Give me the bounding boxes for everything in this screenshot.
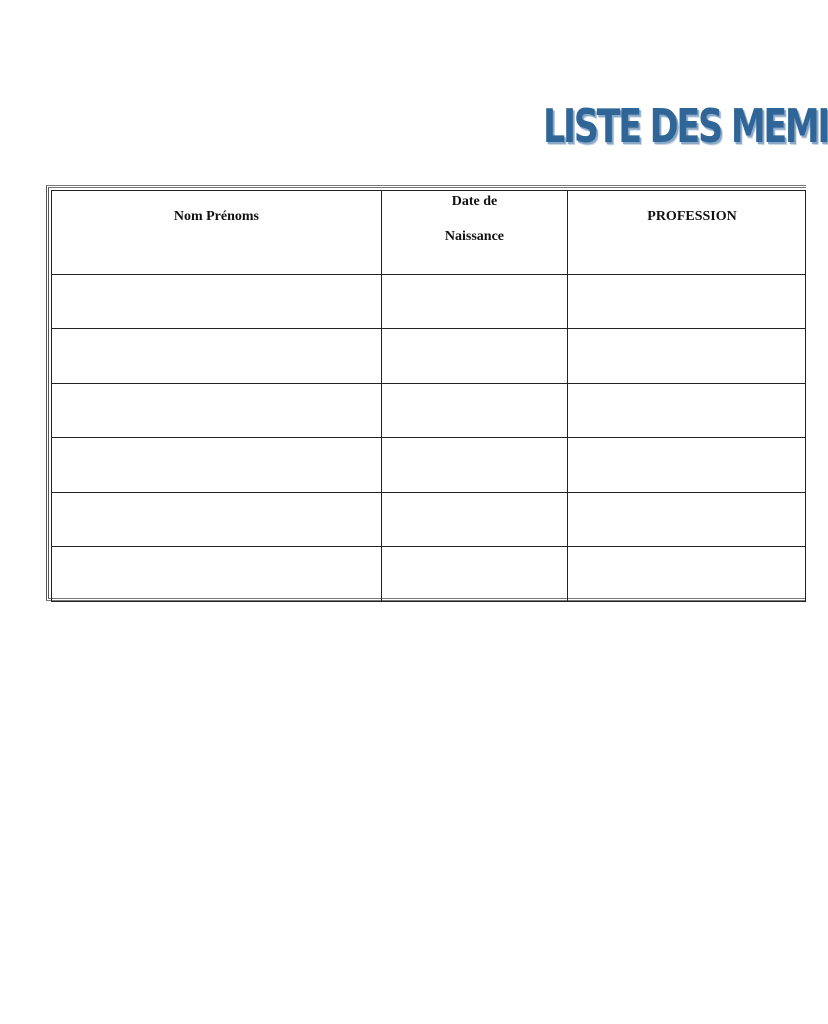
birth-date-cell[interactable]	[381, 492, 567, 547]
profession-cell[interactable]	[568, 547, 806, 602]
name-cell[interactable]	[52, 492, 382, 547]
column-header-birth-date-line2: Naissance	[444, 229, 505, 244]
column-header-profession	[568, 191, 806, 275]
birth-date-cell[interactable]	[381, 329, 567, 384]
table-row	[52, 438, 806, 493]
profession-cell[interactable]	[568, 492, 806, 547]
table-row	[52, 383, 806, 438]
table-row	[52, 329, 806, 384]
birth-date-cell[interactable]	[381, 275, 567, 329]
column-header-birth-date-line1: Date de	[451, 194, 498, 209]
table-row	[52, 547, 806, 602]
profession-cell[interactable]	[568, 275, 806, 329]
members-table-frame	[46, 185, 806, 601]
name-cell[interactable]	[52, 383, 382, 438]
table-row	[52, 492, 806, 547]
profession-cell[interactable]	[568, 438, 806, 493]
name-cell[interactable]	[52, 329, 382, 384]
document-title: LISTE DES MEMI	[543, 99, 828, 153]
name-cell[interactable]	[52, 438, 382, 493]
column-header-name-label: Nom Prénoms	[173, 209, 260, 224]
birth-date-cell[interactable]	[381, 383, 567, 438]
name-cell[interactable]	[52, 275, 382, 329]
table-row	[52, 275, 806, 329]
birth-date-cell[interactable]	[381, 547, 567, 602]
column-header-profession-label: PROFESSION	[647, 209, 737, 224]
profession-cell[interactable]	[568, 383, 806, 438]
birth-date-cell[interactable]	[381, 438, 567, 493]
profession-cell[interactable]	[568, 329, 806, 384]
column-header-birth-date	[381, 191, 567, 275]
table-header-row	[52, 191, 806, 275]
column-header-birth-date-label	[382, 191, 567, 245]
name-cell[interactable]	[52, 547, 382, 602]
column-header-name	[52, 191, 382, 275]
members-table	[51, 190, 806, 602]
